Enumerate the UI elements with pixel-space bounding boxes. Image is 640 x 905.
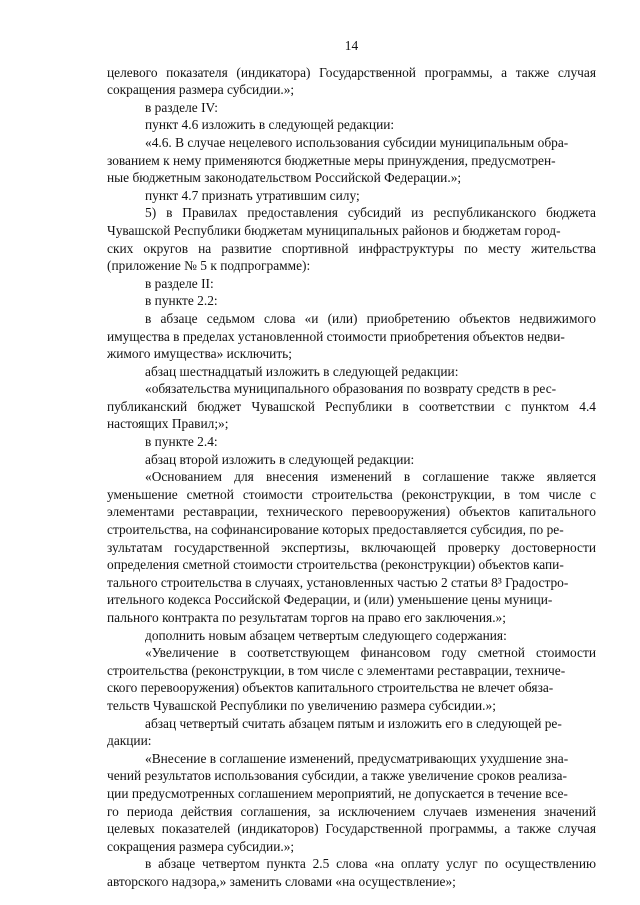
paragraph: пункт 4.6 изложить в следующей редакции:: [145, 117, 395, 133]
paragraph: в абзаце четвертом пункта 2.5 слова «на оплату услуг по осуществлению авторского надзора,» заменить словами «на осуществление»;: [107, 856, 596, 889]
paragraph: дополнить новым абзацем четвертым следующего содержания:: [145, 627, 507, 643]
paragraph: «обязательства муниципального образования по возврату средств в рес- публиканский бюджет Чувашской Республики в соответствии с пунктом 4.4 настоящих Правил;»;: [107, 381, 596, 432]
paragraph: в разделе II:: [145, 275, 214, 291]
page-number: 14: [344, 38, 359, 53]
paragraph: в пункте 2.2:: [145, 293, 218, 309]
paragraph: пункт 4.7 признать утратившим силу;: [145, 187, 360, 203]
document-body: [107, 64, 596, 891]
paragraph: «Основанием для внесения изменений в соглашение также является уменьшение сметной стоимости строительства (реконструкции, в том числе с элементами реставрации, технического перевооружения) объектов капитального строительства, на софинансирование которых предоставляется субсидия, по ре- зультатам государственной экспертизы, включающей проверку достоверности определения сметной стоимости строительства (реконструкции) объектов капи- тального строительства в случаях, установленных частью 2 статьи 8³ Градостро- ительного кодекса Российской Федерации, и (или) уменьшение цены муници- пального контракта по результатам торгов на право его заключения.»;: [107, 469, 596, 625]
paragraph: абзац второй изложить в следующей редакции:: [145, 451, 415, 467]
paragraph: в разделе IV:: [145, 99, 218, 115]
paragraph: целевого показателя (индикатора) Государственной программы, а также случая сокращения размера субсидии.»;: [107, 64, 596, 98]
paragraph: «Внесение в соглашение изменений, предусматривающих ухудшение зна- чений результатов использования субсидии, а также увеличение сроков реализа- ции предусмотренных соглашением мероприятий, не допускается в течение все- го периода действия соглашения, за исключением случаев изменения значений целевых показателей (индикаторов) Государственной программы, а также случая сокращения размера субсидии.»;: [107, 750, 596, 854]
paragraph: «4.6. В случае нецелевого использования субсидии муниципальным обра- зованием к нему применяются бюджетные меры принуждения, предусмотрен- ные бюджетным законодательством Российской Федерации.»;: [107, 134, 569, 186]
paragraph: абзац шестнадцатый изложить в следующей редакции:: [145, 363, 459, 379]
paragraph: 5) в Правилах предоставления субсидий из республиканского бюджета Чувашской Республики бюджетам муниципальных районов и бюджетам город- ских округов на развитие спортивной инфраструктуры по месту жительства (приложение № 5 к подпрограмме):: [107, 205, 596, 274]
paragraph: в пункте 2.4:: [145, 434, 218, 450]
paragraph: абзац четвертый считать абзацем пятым и изложить его в следующей ре- дакции:: [107, 715, 562, 749]
paragraph: «Увеличение в соответствующем финансовом году сметной стоимости строительства (реконструкции, в том числе с элементами реставрации, техниче- ского перевооружения) объектов капитального строительства не влечет обяза- тельств Чувашской Республики по увеличению размера субсидии.»;: [107, 645, 596, 713]
paragraph: в абзаце седьмом слова «и (или) приобретению объектов недвижимого имущества в пределах установленной стоимости приобретения объектов недви- жимого имущества» исключить;: [107, 310, 596, 362]
